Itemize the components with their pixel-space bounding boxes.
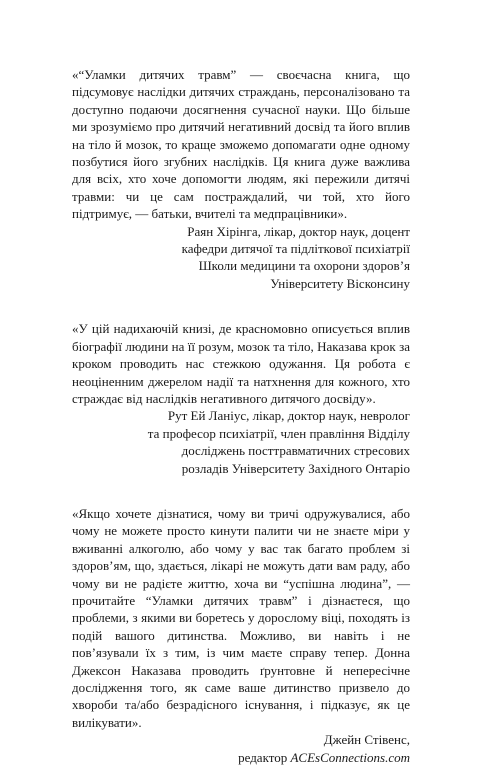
attribution-line: Джейн Стівенс, bbox=[323, 732, 410, 748]
endorsement-quote: «Якщо хочете дізнатися, чому ви тричі одружувалися, або чому не можете просто кинути палити чи не знаєте міри у вживанні алкоголю, або чому у вас так багато проблем зі здоров’ям, що, здається, лікарі не можуть дати вам раду, або чому ви не радієте життю, хоча ви “успішна людина”, — прочитайте “Уламки дитячих травм” і дізнаєтеся, що проблеми, з якими ви боретесь у дорослому віці, походять із подій вашого дитинства. Можливо, ви навіть і не пов’язували їх з тим, із чим маєте справу тепер. Донна Джексон Наказава проводить ґрунтовне й непересічне дослідження того, як саме ваше дитинство призвело до хвороби та/або безрадісного існування, і підказує, як це вилікувати». bbox=[72, 505, 410, 730]
endorsement-1 bbox=[72, 66, 410, 292]
endorsement-quote: «“Уламки дитячих травм” — своєчасна книга, що підсумовує наслідки дитячих страждань, персоналізовано та доступно подаючи досягнення сучасної науки. Що більше ми зрозуміємо про дитячий негативний досвід та його вплив на тіло й мозок, то краще зможемо допомагати одне одному позбутися його згубних наслідків. Ця книга дуже важлива для всіх, хто хоче допомогти людям, які пережили дитячі травми: чи це сам постраждалий, чи той, хто його підтримує, — батьки, вчителі та медпрацівники». bbox=[72, 67, 410, 222]
attribution-line: кафедри дитячої та підліткової психіатрії bbox=[181, 241, 410, 257]
endorsement-attribution bbox=[72, 223, 410, 293]
attribution-line: Раян Хірінга, лікар, доктор наук, доцент bbox=[187, 223, 410, 239]
website-name: ACEsConnections.com bbox=[290, 749, 410, 765]
attribution-line: Школи медицини та охорони здоров’я bbox=[198, 258, 410, 274]
attribution-line: Рут Ей Ланіус, лікар, доктор наук, невролог bbox=[167, 408, 410, 424]
endorsement-quote: «У цій надихаючій книзі, де красномовно описується вплив біографії людини на її розум, мозок та тіло, Наказава крок за кроком проводить нас стежкою одужання. Ця робота є неоціненним джерелом надії та натхнення для кожного, хто страждає від наслідків негативного дитячого досвіду». bbox=[72, 321, 410, 406]
attribution-line: Університету Вісконсину bbox=[270, 275, 410, 291]
endorsement-attribution bbox=[72, 407, 410, 477]
endorsements-page bbox=[72, 66, 410, 766]
attribution-line: редактор ACEsConnections.com bbox=[238, 749, 410, 765]
attribution-line: досліджень посттравматичних стресових bbox=[181, 443, 410, 459]
endorsement-2 bbox=[72, 320, 410, 477]
attribution-line: та професор психіатрії, член правління Відділу bbox=[147, 425, 410, 441]
endorsement-attribution bbox=[72, 731, 410, 766]
attribution-line: розладів Університету Західного Онтаріо bbox=[181, 460, 410, 476]
endorsement-3 bbox=[72, 505, 410, 766]
